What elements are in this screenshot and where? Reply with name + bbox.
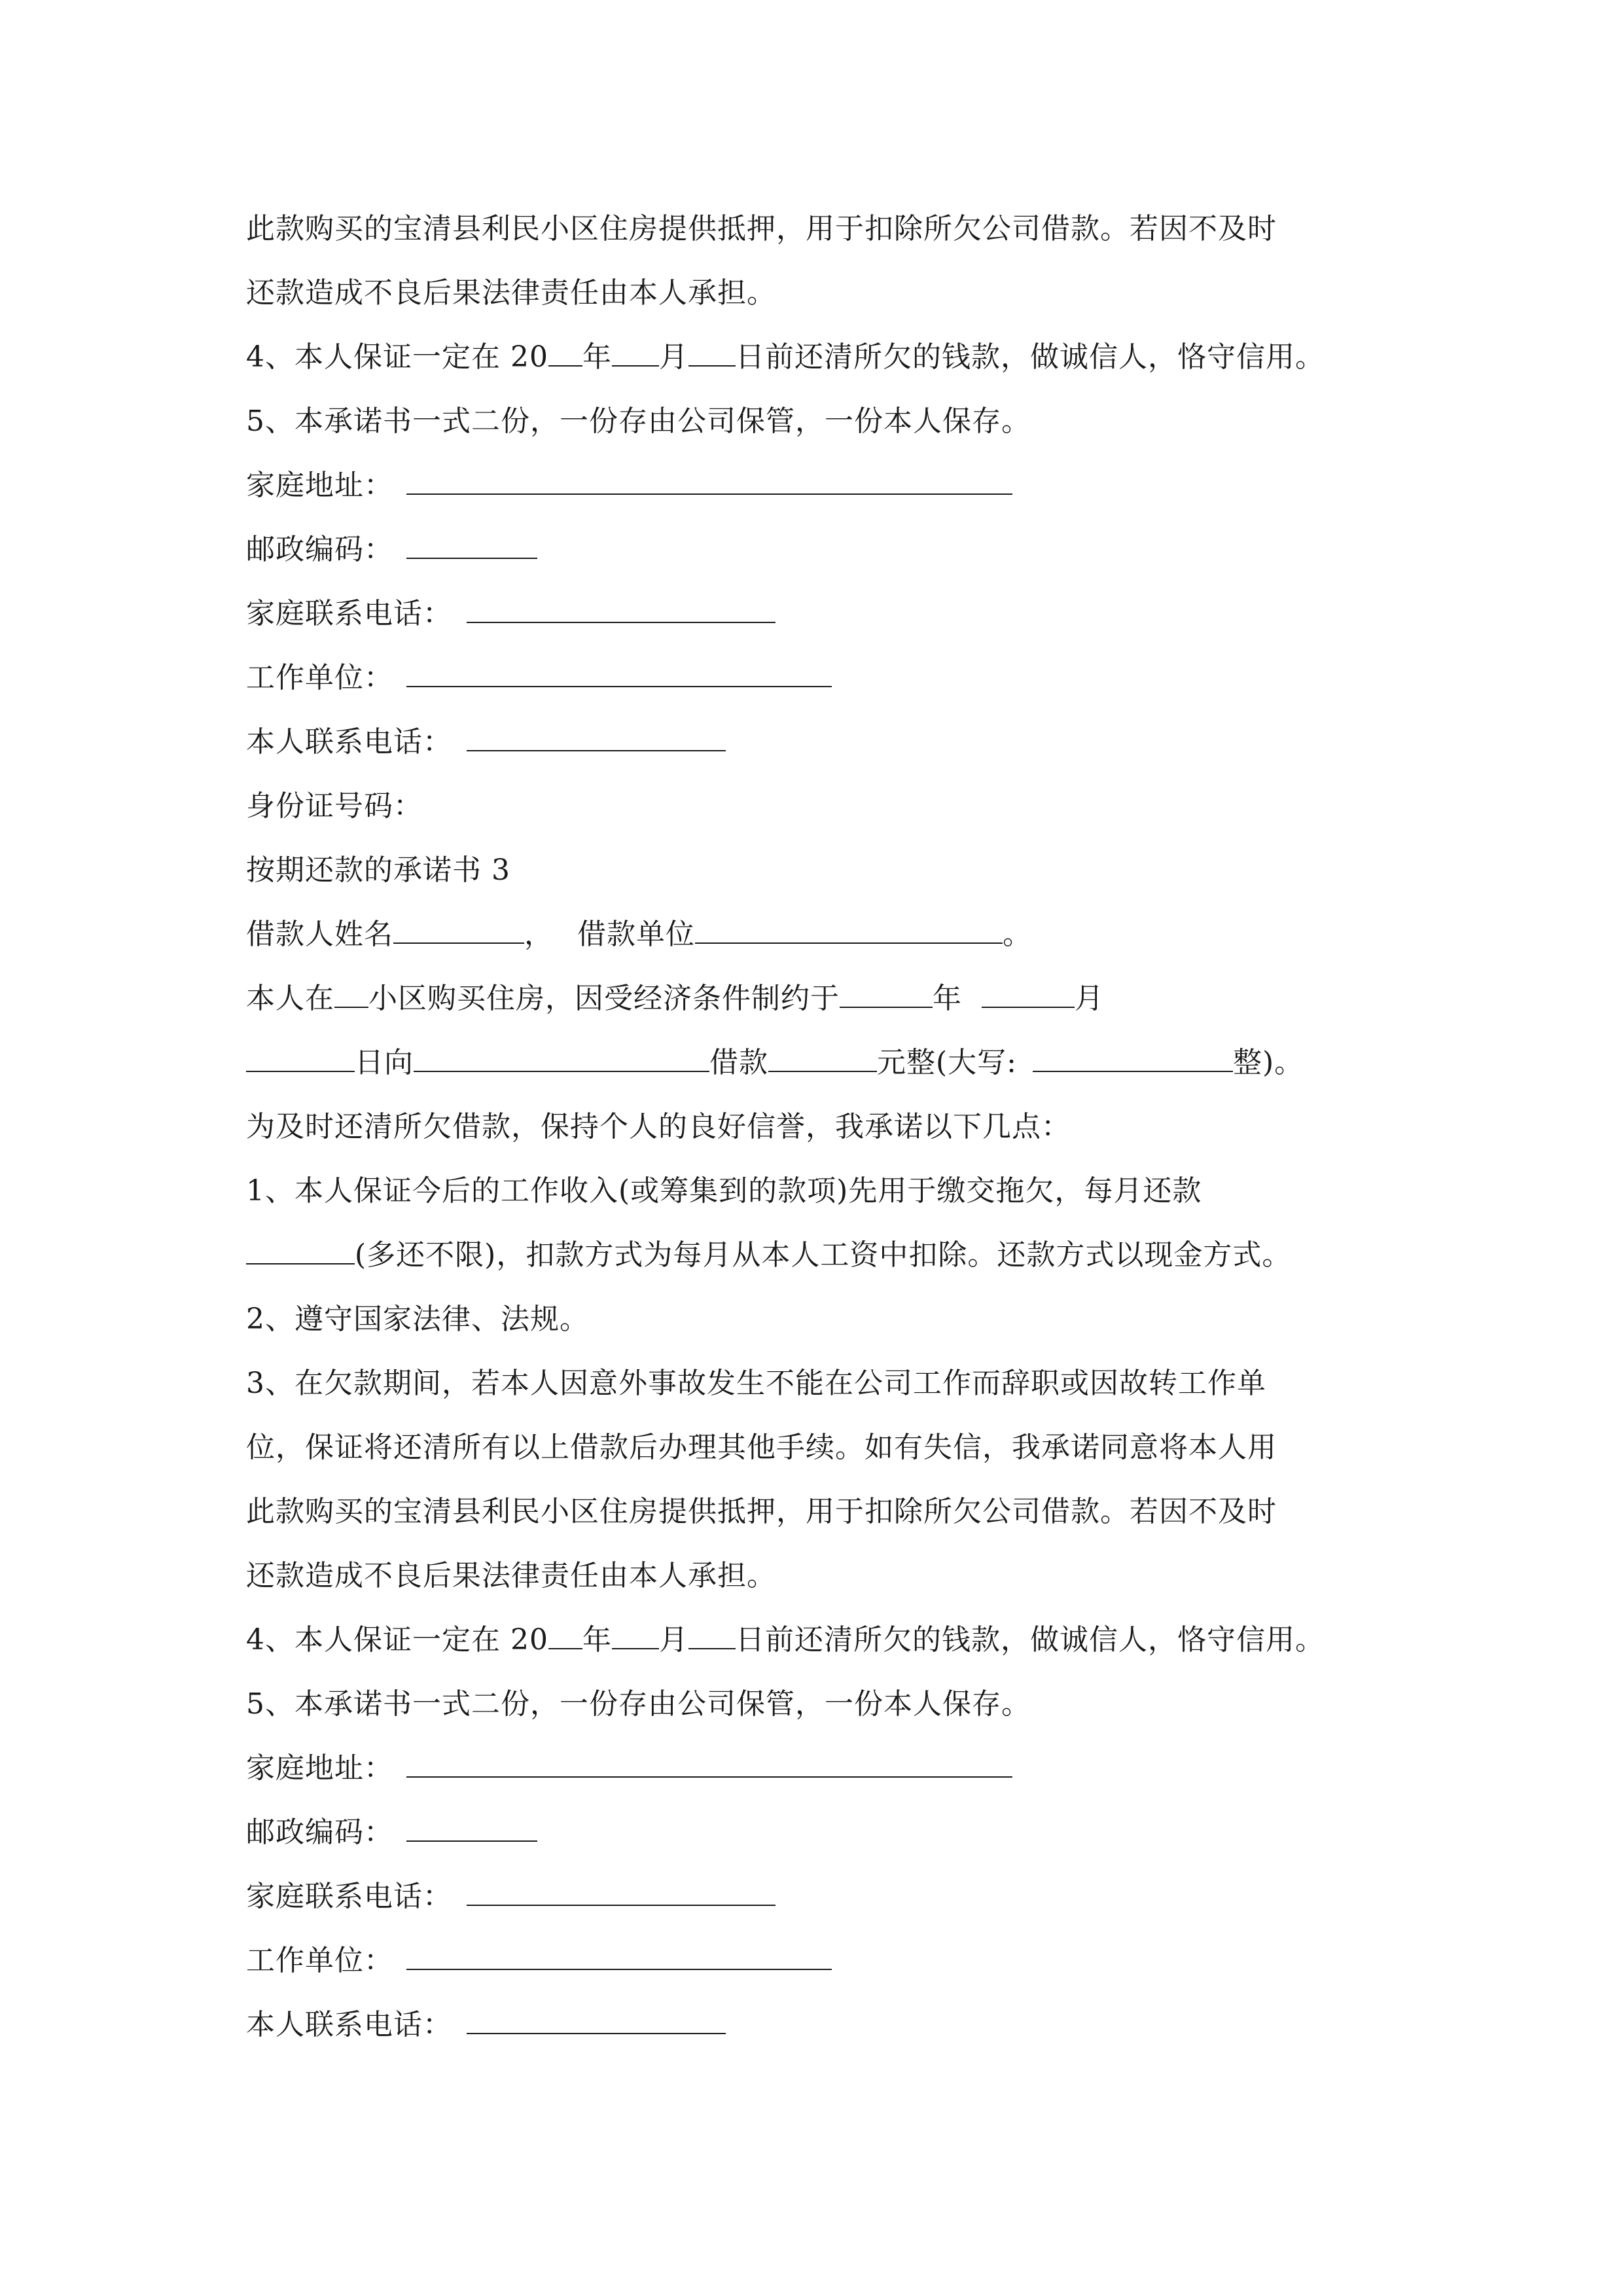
loan-text-a: 日向 — [355, 1046, 414, 1079]
clause-3d: 还款造成不良后果法律责任由本人承担。 — [246, 1559, 776, 1592]
loan-text-c: 元整(大写: — [877, 1046, 1017, 1079]
amount-words-field[interactable] — [1033, 1045, 1233, 1072]
year-blank-2[interactable] — [548, 1622, 582, 1649]
home-address-row — [246, 466, 1012, 505]
id-number-label: 身份证号码： — [246, 789, 423, 823]
employer-field-2[interactable] — [406, 1943, 832, 1970]
clause-1b-row — [246, 1236, 1291, 1275]
day-blank[interactable] — [688, 339, 736, 367]
borrower-row — [246, 915, 1032, 954]
employer-field[interactable] — [406, 660, 832, 687]
purchase-year: 年 — [933, 982, 962, 1015]
day-blank-2[interactable] — [688, 1622, 736, 1649]
loan-day-field[interactable] — [246, 1045, 355, 1072]
home-phone-field-2[interactable] — [467, 1878, 776, 1906]
clause-1a: 1、本人保证今后的工作收入(或筹集到的款项)先用于缴交拖欠，每月还款 — [246, 1174, 1202, 1208]
clause-3-continued: 此款购买的宝清县利民小区住房提供抵押，用于扣除所欠公司借款。若因不及时 — [246, 212, 1277, 245]
employer-label: 工作单位： — [246, 661, 393, 694]
month-blank-2[interactable] — [612, 1622, 659, 1649]
loan-text-d: 整)。 — [1233, 1046, 1304, 1079]
home-address-label-2: 家庭地址： — [246, 1751, 393, 1785]
home-address-label: 家庭地址： — [246, 469, 393, 502]
comma: ， — [524, 918, 554, 951]
clause-4b-month: 月 — [658, 1623, 688, 1657]
employer-label-2: 工作单位： — [246, 1944, 393, 1977]
amount-field[interactable] — [768, 1045, 877, 1072]
purchase-text-b: 小区购买住房，因受经济条件制约于 — [368, 982, 840, 1015]
personal-phone-row — [246, 723, 726, 762]
personal-phone-row-2 — [246, 2005, 726, 2045]
clause-4b-text-d: 日前还清所欠的钱款，做诚信人，恪守信用。 — [735, 1623, 1325, 1657]
borrower-name-field[interactable] — [393, 916, 524, 944]
clause-4 — [246, 338, 1325, 377]
personal-phone-label-2: 本人联系电话： — [246, 2008, 452, 2041]
home-phone-field[interactable] — [467, 596, 776, 623]
lender-field[interactable] — [414, 1045, 709, 1072]
loan-row — [246, 1043, 1304, 1083]
purchase-month: 月 — [1075, 982, 1104, 1015]
home-phone-label: 家庭联系电话： — [246, 597, 452, 630]
clause-3a: 3、在欠款期间，若本人因意外事故发生不能在公司工作而辞职或因故转工作单 — [246, 1367, 1266, 1400]
purchase-text-a: 本人在 — [246, 982, 334, 1015]
clause-4-b — [246, 1621, 1325, 1660]
personal-phone-field-2[interactable] — [467, 2007, 726, 2034]
postal-code-row-2 — [246, 1813, 537, 1852]
section-title: 按期还款的承诺书 3 — [246, 853, 510, 887]
home-phone-row — [246, 594, 776, 634]
purchase-month-field[interactable] — [982, 980, 1075, 1008]
postal-code-field-2[interactable] — [406, 1814, 537, 1842]
purchase-year-field[interactable] — [840, 980, 933, 1008]
clause-3c: 此款购买的宝清县利民小区住房提供抵押，用于扣除所欠公司借款。若因不及时 — [246, 1495, 1277, 1528]
clause-5-b: 5、本承诺书一式二份，一份存由公司保管，一份本人保存。 — [246, 1687, 1031, 1721]
home-phone-row-2 — [246, 1877, 776, 1916]
employer-row — [246, 658, 832, 698]
intro-text: 为及时还清所欠借款，保持个人的良好信誉，我承诺以下几点： — [246, 1110, 1071, 1143]
clause-3-end: 还款造成不良后果法律责任由本人承担。 — [246, 276, 776, 310]
clause-4-text-d: 日前还清所欠的钱款，做诚信人，恪守信用。 — [735, 340, 1325, 374]
home-address-row-2 — [246, 1749, 1012, 1788]
postal-code-row — [246, 530, 537, 569]
home-address-field-2[interactable] — [406, 1750, 1012, 1778]
monthly-payment-field[interactable] — [246, 1237, 355, 1265]
clause-2: 2、遵守国家法律、法规。 — [246, 1302, 589, 1336]
postal-code-field[interactable] — [406, 531, 537, 559]
borrower-name-label: 借款人姓名 — [246, 918, 393, 951]
clause-1b: (多还不限)，扣款方式为每月从本人工资中扣除。还款方式以现金方式。 — [355, 1238, 1292, 1272]
home-phone-label-2: 家庭联系电话： — [246, 1880, 452, 1913]
loan-text-b: 借款 — [709, 1046, 768, 1079]
borrower-unit-label: 借款单位 — [577, 918, 695, 951]
personal-phone-label: 本人联系电话： — [246, 725, 452, 759]
period: 。 — [1003, 918, 1032, 951]
clause-5: 5、本承诺书一式二份，一份存由公司保管，一份本人保存。 — [246, 404, 1031, 438]
purchase-row — [246, 979, 1104, 1018]
clause-4-year: 年 — [582, 340, 612, 374]
clause-4b-text-a: 4、本人保证一定在 20 — [246, 1623, 548, 1657]
clause-4b-year: 年 — [582, 1623, 612, 1657]
personal-phone-field[interactable] — [467, 724, 726, 751]
year-blank[interactable] — [548, 339, 582, 367]
community-field[interactable] — [334, 980, 368, 1008]
clause-4-month: 月 — [658, 340, 688, 374]
borrower-unit-field[interactable] — [695, 916, 1003, 944]
home-address-field[interactable] — [406, 467, 1012, 495]
employer-row-2 — [246, 1941, 832, 1981]
clause-3b: 位，保证将还清所有以上借款后办理其他手续。如有失信，我承诺同意将本人用 — [246, 1431, 1277, 1464]
month-blank[interactable] — [612, 339, 659, 367]
postal-code-label-2: 邮政编码： — [246, 1816, 393, 1849]
clause-4-text-a: 4、本人保证一定在 20 — [246, 340, 548, 374]
postal-code-label: 邮政编码： — [246, 533, 393, 566]
